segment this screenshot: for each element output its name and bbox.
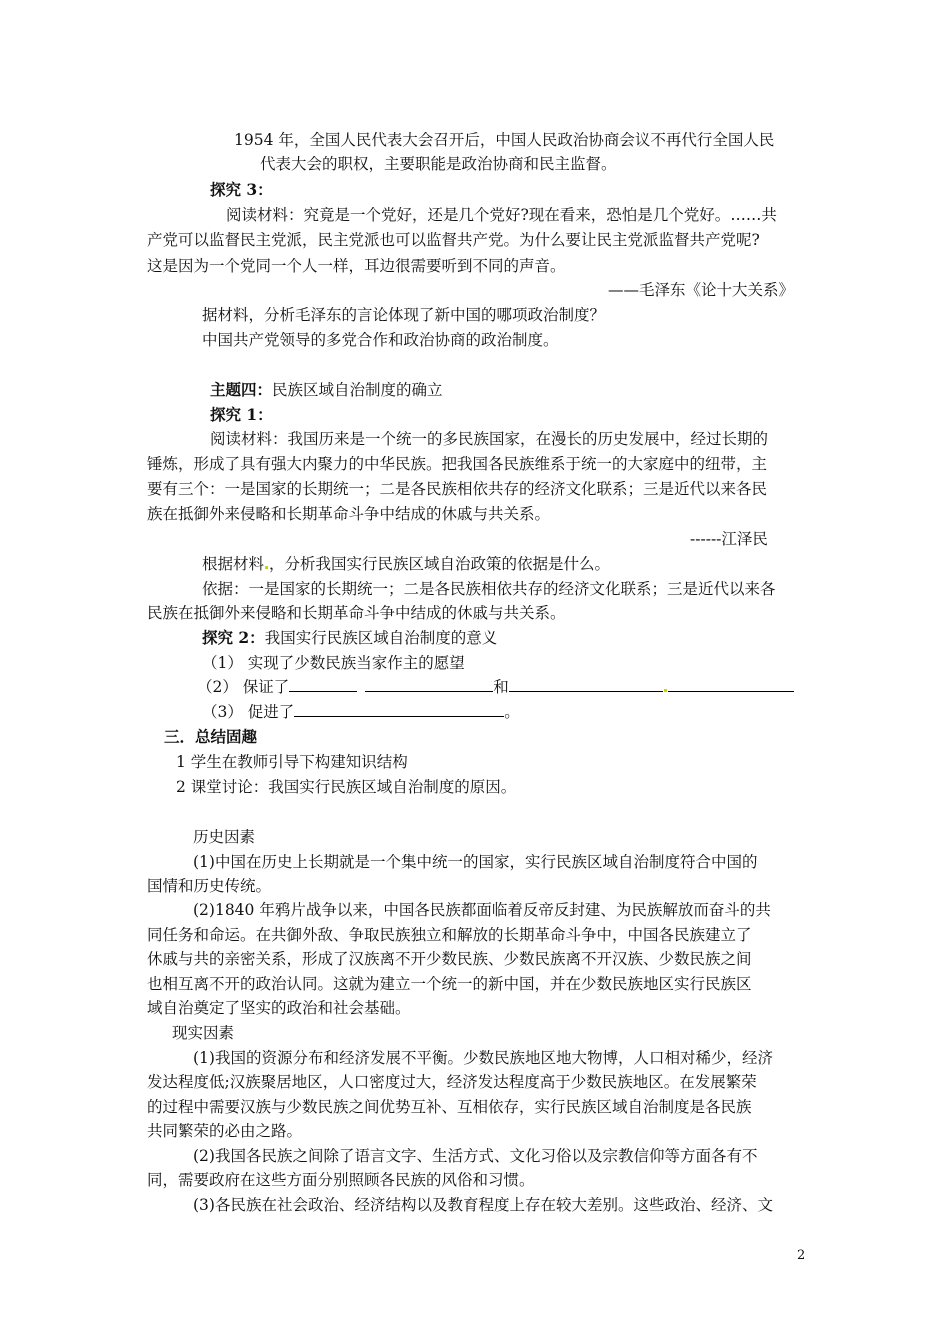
paragraph-line: (3)各民族在社会政治、经济结构以及教育程度上存在较大差别。这些政治、经济、文 xyxy=(193,1196,773,1214)
list-item-text: （3） 促进了 xyxy=(202,703,295,721)
paragraph-line: (1)中国在历史上长期就是一个集中统一的国家，实行民族区域自治制度符合中国的 xyxy=(193,853,758,871)
section-label: 探究 2： xyxy=(202,628,265,647)
list-item xyxy=(197,677,794,697)
answer-text: 依据：一是国家的长期统一；二是各民族相依共存的经济文化联系；三是近代以来各 xyxy=(202,580,776,598)
fill-blank[interactable] xyxy=(294,702,504,717)
theme-heading xyxy=(210,380,443,400)
theme-label: 主题四： xyxy=(210,380,273,399)
paragraph-line: 阅读材料：究竟是一个党好，还是几个党好?现在看来，恐怕是几个党好。……共 xyxy=(226,206,777,224)
quote-source: ------江泽民 xyxy=(690,530,768,548)
fill-blank[interactable] xyxy=(668,677,794,692)
paragraph-line: (1)我国的资源分布和经济发展不平衡。少数民族地区地大物博，人口相对稀少，经济 xyxy=(193,1049,773,1067)
mark-dot xyxy=(265,566,268,569)
paragraph-line: 同任务和命运。在共御外敌、争取民族独立和解放的长期革命斗争中，中国各民族建立了 xyxy=(147,926,752,944)
section-heading: 三．总结固趣 xyxy=(164,727,258,746)
paragraph-line: 同，需要政府在这些方面分别照顾各民族的风俗和习惯。 xyxy=(147,1171,535,1189)
paragraph-line: (2)我国各民族之间除了语言文字、生活方式、文化习俗以及宗教信仰等方面各有不 xyxy=(193,1147,758,1165)
paragraph-line: 阅读材料：我国历来是一个统一的多民族国家，在漫长的历史发展中，经过长期的 xyxy=(210,430,769,448)
list-item-text: （2） 保证了 xyxy=(197,678,290,696)
list-item: 1 学生在教师引导下构建知识结构 xyxy=(176,753,408,771)
question-part: ，分析我国实行民族区域自治政策的依据是什么。 xyxy=(269,555,611,573)
list-item xyxy=(202,702,520,722)
paragraph-line: 域自治奠定了坚实的政治和社会基础。 xyxy=(147,999,411,1017)
mark-dot xyxy=(664,689,667,692)
section-title: 我国实行民族区域自治制度的意义 xyxy=(264,629,498,647)
list-item-text: 。 xyxy=(504,703,520,721)
theme-title: 民族区域自治制度的确立 xyxy=(272,381,443,399)
page-number: 2 xyxy=(797,1248,806,1263)
section-heading: 探究 1： xyxy=(210,405,273,424)
paragraph-line: 国情和历史传统。 xyxy=(147,877,272,895)
paragraph-line: 锤炼，形成了具有强大内聚力的中华民族。把我国各民族维系于统一的大家庭中的纽带，主 xyxy=(147,455,768,473)
subheading: 现实因素 xyxy=(172,1024,235,1042)
question-part: 根据材料 xyxy=(202,555,265,573)
answer-text: 中国共产党领导的多党合作和政治协商的政治制度。 xyxy=(202,331,559,349)
paragraph-line: 的过程中需要汉族与少数民族之间优势互补、互相依存，实行民族区域自治制度是各民族 xyxy=(147,1098,752,1116)
fill-blank[interactable] xyxy=(607,677,663,692)
paragraph-line: 共同繁荣的必由之路。 xyxy=(147,1122,303,1140)
paragraph-line: 产党可以监督民主党派，民主党派也可以监督共产党。为什么要让民主党派监督共产党呢? xyxy=(147,231,760,249)
fill-blank[interactable] xyxy=(365,677,493,692)
fill-blank[interactable] xyxy=(289,677,357,692)
paragraph-line: 休戚与共的亲密关系，形成了汉族离不开少数民族、少数民族离不开汉族、少数民族之间 xyxy=(147,950,752,968)
paragraph-line: 族在抵御外来侵略和长期革命斗争中结成的休戚与共关系。 xyxy=(147,505,551,523)
section-heading: 探究 3： xyxy=(210,180,273,199)
list-item: 2 课堂讨论：我国实行民族区域自治制度的原因。 xyxy=(176,778,517,796)
paragraph-line: 1954 年，全国人民代表大会召开后，中国人民政治协商会议不再代行全国人民 xyxy=(234,131,775,149)
paragraph-line: 代表大会的职权，主要职能是政治协商和民主监督。 xyxy=(260,155,617,173)
paragraph-line: 也相互离不开的政治认同。这就为建立一个统一的新中国，并在少数民族地区实行民族区 xyxy=(147,975,752,993)
list-item: （1） 实现了少数民族当家作主的愿望 xyxy=(202,654,465,672)
list-item-text: 和 xyxy=(493,678,509,696)
answer-text: 民族在抵御外来侵略和长期革命斗争中结成的休戚与共关系。 xyxy=(147,604,566,622)
paragraph-line: 要有三个：一是国家的长期统一；二是各民族相依共存的经济文化联系；三是近代以来各民 xyxy=(147,480,768,498)
paragraph-line: 这是因为一个党同一个人一样，耳边很需要听到不同的声音。 xyxy=(147,257,566,275)
quote-source: ——毛泽东《论十大关系》 xyxy=(608,281,795,299)
fill-blank[interactable] xyxy=(509,677,607,692)
paragraph-line: (2)1840 年鸦片战争以来，中国各民族都面临着反帝反封建、为民族解放而奋斗的共 xyxy=(193,901,771,919)
question-text: 据材料，分析毛泽东的言论体现了新中国的哪项政治制度？ xyxy=(202,306,606,324)
paragraph-line: 发达程度低;汉族聚居地区，人口密度过大，经济发达程度高于少数民族地区。在发展繁荣 xyxy=(147,1073,757,1091)
section-heading xyxy=(202,628,497,648)
question-text xyxy=(202,554,610,574)
subheading: 历史因素 xyxy=(193,828,256,846)
